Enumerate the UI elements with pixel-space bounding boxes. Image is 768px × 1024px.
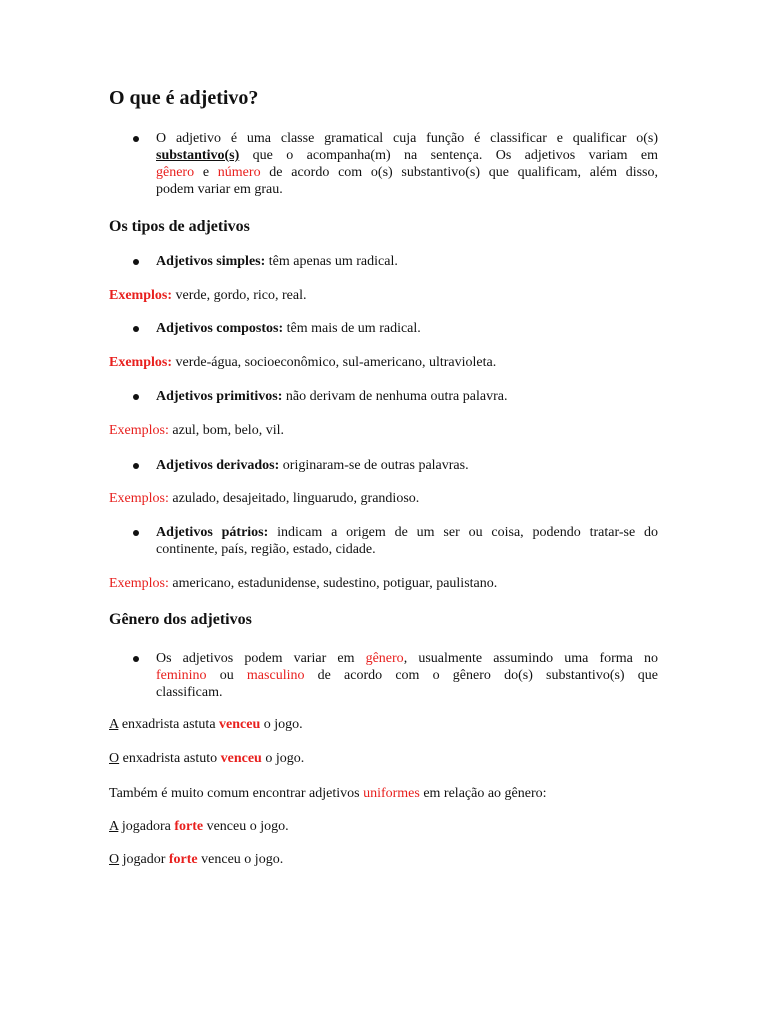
example-line — [109, 287, 307, 304]
tipo-description: indicam a origem de um ser ou coisa, podendo tratar-se do — [268, 525, 658, 540]
intro-text-3b: de acordo com o(s) substantivo(s) que qualificam, além disso, — [260, 165, 658, 180]
sentence-text-end: o jogo. — [261, 751, 305, 766]
section-heading-genero: Gênero dos adjetivos — [109, 611, 252, 628]
tipo-line-1 — [156, 524, 658, 541]
tipo-item — [156, 320, 658, 337]
uniformes-term: uniformes — [363, 786, 420, 801]
example-text: azul, bom, belo, vil. — [168, 423, 284, 438]
sentence-highlight: venceu — [220, 751, 262, 766]
sentence-text-end: venceu o jogo. — [203, 819, 289, 834]
genero-paragraph — [156, 650, 658, 701]
sentence-article: O — [109, 751, 120, 766]
example-line — [109, 490, 419, 507]
bullet-icon — [133, 394, 139, 400]
tipo-label: Adjetivos pátrios: — [156, 525, 269, 540]
genero-text-1a: Os adjetivos podem variar em — [156, 651, 366, 666]
bullet-icon — [133, 136, 139, 142]
uniformes-text-post: em relação ao gênero: — [419, 786, 547, 801]
tipo-label: Adjetivos derivados: — [156, 458, 280, 473]
section-heading-tipos: Os tipos de adjetivos — [109, 218, 250, 235]
intro-line-1 — [156, 130, 658, 147]
example-line — [109, 422, 284, 439]
example-text: americano, estadunidense, sudestino, potiguar, paulistano. — [168, 576, 498, 591]
sentence-highlight: venceu — [219, 717, 261, 732]
sentence-text: jogadora — [118, 819, 175, 834]
tipo-label: Adjetivos primitivos: — [156, 389, 283, 404]
genero-line-2 — [156, 667, 658, 684]
sentence-highlight: forte — [174, 819, 204, 834]
tipo-item — [156, 457, 658, 474]
example-text: verde, gordo, rico, real. — [172, 288, 307, 303]
sentence-text: enxadrista astuta — [118, 717, 220, 732]
sentence-example — [109, 716, 303, 733]
bullet-icon — [133, 326, 139, 332]
intro-line-2 — [156, 147, 658, 164]
example-line — [109, 575, 497, 592]
genero-text-1b: , usualmente assumindo uma forma no — [403, 651, 659, 666]
tipo-item — [156, 388, 658, 405]
sentence-example — [109, 818, 289, 835]
intro-text-2: que o acompanha(m) na sentença. Os adjetivos variam em — [239, 148, 658, 163]
tipo-line-2 — [156, 541, 658, 558]
example-text: azulado, desajeitado, linguarudo, grandioso. — [168, 491, 420, 506]
sentence-text: jogador — [119, 852, 169, 867]
genero-term: gênero — [365, 651, 404, 666]
genero-line-3 — [156, 684, 658, 701]
tipo-item — [156, 253, 658, 270]
sentence-highlight: forte — [168, 852, 198, 867]
tipo-description: não derivam de nenhuma outra palavra. — [282, 389, 508, 404]
genero-text-3: classificam. — [156, 685, 223, 700]
uniformes-line — [109, 785, 547, 802]
tipo-label: Adjetivos compostos: — [156, 321, 284, 336]
intro-line-3 — [156, 164, 658, 181]
sentence-text-end: venceu o jogo. — [197, 852, 284, 867]
masculino-term: masculino — [246, 668, 305, 683]
example-label: Exemplos: — [109, 576, 169, 591]
sentence-text: enxadrista astuto — [119, 751, 221, 766]
tipo-description: originaram-se de outras palavras. — [279, 458, 469, 473]
tipo-description: têm apenas um radical. — [265, 254, 398, 269]
sentence-article: A — [109, 819, 119, 834]
tipo-label: Adjetivos simples: — [156, 254, 266, 269]
example-text: verde-água, socioeconômico, sul-americano, ultravioleta. — [172, 355, 497, 370]
genero-text-2b: de acordo com o gênero do(s) substantivo(s) que — [304, 668, 658, 683]
sentence-article: A — [109, 717, 119, 732]
example-label: Exemplos: — [109, 423, 169, 438]
intro-text-1: O adjetivo é uma classe gramatical cuja função é classificar e qualificar o(s) — [156, 131, 658, 146]
bullet-icon — [133, 530, 139, 536]
example-label: Exemplos: — [109, 288, 172, 303]
intro-text-4: podem variar em grau. — [156, 182, 283, 197]
genero-line-1 — [156, 650, 658, 667]
sentence-article: O — [109, 852, 120, 867]
uniformes-text-pre: Também é muito comum encontrar adjetivos — [109, 786, 364, 801]
feminino-term: feminino — [156, 668, 207, 683]
tipo-item — [156, 524, 658, 558]
page-title: O que é adjetivo? — [109, 87, 259, 109]
intro-numero-term: número — [217, 165, 261, 180]
intro-paragraph — [156, 130, 658, 198]
example-label: Exemplos: — [109, 355, 172, 370]
bullet-icon — [133, 463, 139, 469]
intro-genero-term: gênero — [156, 165, 195, 180]
tipo-description-cont: continente, país, região, estado, cidade. — [156, 542, 376, 557]
sentence-example — [109, 851, 283, 868]
sentence-text-end: o jogo. — [260, 717, 303, 732]
bullet-icon — [133, 656, 139, 662]
sentence-example — [109, 750, 304, 767]
intro-line-4 — [156, 181, 658, 198]
bullet-icon — [133, 259, 139, 265]
intro-text-3a: e — [194, 165, 218, 180]
example-label: Exemplos: — [109, 491, 169, 506]
intro-bold-term: substantivo(s) — [156, 148, 240, 163]
tipo-description: têm mais de um radical. — [283, 321, 421, 336]
genero-text-2a: ou — [206, 668, 247, 683]
example-line — [109, 354, 496, 371]
